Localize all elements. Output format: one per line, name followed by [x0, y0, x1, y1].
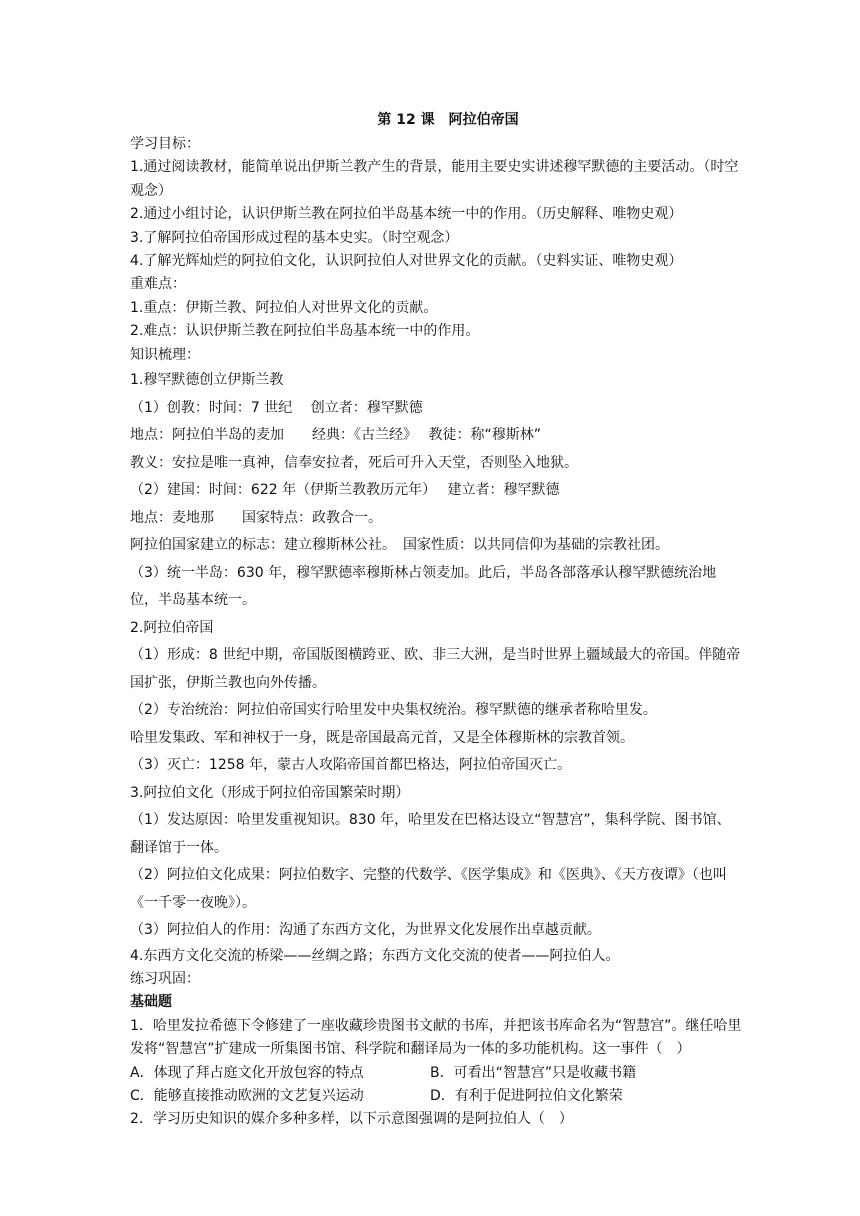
knowledge-header: 知识梳理：	[130, 346, 200, 363]
knowledge-line: 2.阿拉伯帝国	[130, 619, 214, 636]
objective-3: 3.了解阿拉伯帝国形成过程的基本史实。（时空观念）	[130, 229, 459, 246]
knowledge-line: （2）阿拉伯文化成果：阿拉伯数字、完整的代数学、《医学集成》和《医典》、《天方夜谭》（也叫《一千零一夜晚》）。	[130, 867, 727, 911]
basic-header: 基础题	[130, 994, 172, 1011]
knowledge-line: 教义：安拉是唯一真神，信奉安拉者，死后可升入天堂，否则坠入地狱。	[130, 454, 578, 471]
knowledge-line: （2）专治统治：阿拉伯帝国实行哈里发中央集权统治。穆罕默德的继承者称哈里发。	[130, 702, 657, 719]
option-b: B．可看出“智慧宫”只是收藏书籍	[430, 1064, 637, 1081]
knowledge-line: 阿拉伯国家建立的标志：建立穆斯林公社。 国家性质：以共同信仰为基础的宗教社团。	[130, 537, 669, 554]
knowledge-line: （1）形成：8 世纪中期，帝国版图横跨亚、欧、非三大洲，是当时世界上疆域最大的帝国。伴随帝国扩张，伊斯兰教也向外传播。	[130, 647, 741, 691]
keypoint-2: 2.难点：认识伊斯兰教在阿拉伯半岛基本统一中的作用。	[130, 323, 480, 340]
knowledge-line: （2）建国：时间：622 年（伊斯兰教教历元年） 建立者：穆罕默德	[130, 482, 560, 499]
knowledge-line: 4.东西方文化交流的桥梁——丝绸之路；东西方文化交流的使者——阿拉伯人。	[130, 947, 620, 964]
knowledge-line: 1.穆罕默德创立伊斯兰教	[130, 372, 284, 389]
question-1-options-row-2	[130, 1085, 742, 1108]
question-2-stem: 2．学习历史知识的媒介多种多样，以下示意图强调的是阿拉伯人（ ）	[130, 1111, 573, 1128]
knowledge-line: 地点：阿拉伯半岛的麦加 经典：《古兰经》 教徒：称“穆斯林”	[130, 427, 541, 444]
knowledge-line: 哈里发集政、军和神权于一身，既是帝国最高元首，又是全体穆斯林的宗教首领。	[130, 729, 634, 746]
document-body	[130, 107, 742, 1132]
knowledge-line: （3）统一半岛：630 年，穆罕默德率穆斯林占领麦加。此后，半岛各部落承认穆罕默德统治地位，半岛基本统一。	[130, 564, 717, 609]
keypoint-1: 1.重点：伊斯兰教、阿拉伯人对世界文化的贡献。	[130, 299, 438, 316]
knowledge-line: （3）阿拉伯人的作用：沟通了东西方文化，为世界文化发展作出卓越贡献。	[130, 922, 601, 939]
objective-1: 1.通过阅读教材，能简单说出伊斯兰教产生的背景，能用主要史实讲述穆罕默德的主要活动。（时空观念）	[130, 159, 739, 199]
practice-header: 练习巩固：	[130, 970, 200, 987]
knowledge-line: （1）创教：时间：7 世纪 创立者：穆罕默德	[130, 399, 423, 416]
knowledge-line: 3.阿拉伯文化（形成于阿拉伯帝国繁荣时期）	[130, 784, 410, 801]
knowledge-line: 地点：麦地那 国家特点：政教合一。	[130, 509, 382, 526]
option-c: C．能够直接推动欧洲的文艺复兴运动	[130, 1088, 364, 1104]
objective-2: 2.通过小组讨论，认识伊斯兰教在阿拉伯半岛基本统一中的作用。（历史解释、唯物史观）	[130, 206, 683, 223]
objectives-header: 学习目标：	[130, 136, 200, 152]
knowledge-line: （1）发达原因：哈里发重视知识。830 年，哈里发在巴格达设立“智慧宫”，集科学院、图书馆、翻译馆于一体。	[130, 812, 731, 856]
lesson-title: 第 12 课 阿拉伯帝国	[377, 112, 519, 128]
question-1-stem: 1．哈里发拉希德下令修建了一座收藏珍贵图书文献的书库，并把该书库命名为“智慧宫”。继任哈里发将“智慧宫”扩建成一所集图书馆、科学院和翻译局为一体的多功能机构。这一事件（ ）	[130, 1017, 742, 1058]
option-d: D．有利于促进阿拉伯文化繁荣	[430, 1088, 623, 1104]
objective-4: 4.了解光辉灿烂的阿拉伯文化，认识阿拉伯人对世界文化的贡献。（史料实证、唯物史观）	[130, 253, 683, 270]
keypoints-header: 重难点：	[130, 276, 186, 293]
question-1-options-row-1	[130, 1062, 742, 1085]
knowledge-line: （3）灭亡：1258 年，蒙古人攻陷帝国首都巴格达，阿拉伯帝国灭亡。	[130, 757, 571, 774]
option-a: A．体现了拜占庭文化开放包容的特点	[130, 1064, 364, 1081]
